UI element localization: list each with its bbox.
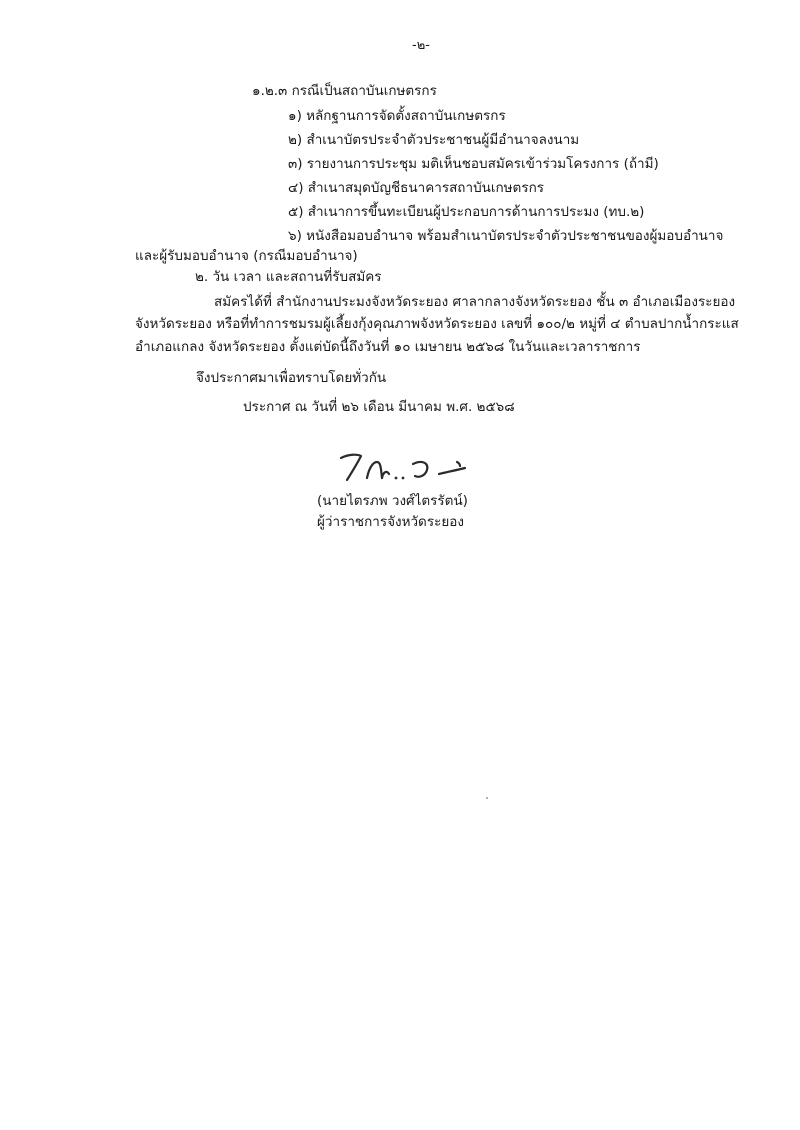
section-2-paragraph-line: จังหวัดระยอง หรือที่ทำการชมรมผู้เลี้ยงกุ้งคุณภาพจังหวัดระยอง เลขที่ ๑๐๐/๒ หมู่ที่ ๔ ตำบลปากน้ำกระแส — [135, 316, 739, 332]
announcement-date: ประกาศ ณ วันที่ ๒๖ เดือน มีนาคม พ.ศ. ๒๕๖๘ — [243, 399, 515, 415]
list-item-continuation: และผู้รับมอบอำนาจ (กรณีมอบอำนาจ) — [135, 248, 358, 264]
list-item: ๖) หนังสือมอบอำนาจ พร้อมสำเนาบัตรประจำตัวประชาชนของผู้มอบอำนาจ — [288, 228, 724, 244]
handwritten-signature — [335, 448, 470, 486]
list-item: ๓) รายงานการประชุม มติเห็นชอบสมัครเข้าร่วมโครงการ (ถ้ามี) — [288, 156, 659, 172]
section-2-paragraph-line: อำเภอแกลง จังหวัดระยอง ตั้งแต่บัดนี้ถึงวันที่ ๑๐ เมษายน ๒๕๖๘ ในวันและเวลาราชการ — [135, 339, 641, 355]
section-2-paragraph-line: สมัครได้ที่ สำนักงานประมงจังหวัดระยอง ศาลากลางจังหวัดระยอง ชั้น ๓ อำเภอเมืองระยอง — [214, 294, 736, 310]
signatory-name: (นายไตรภพ วงศ์ไตรรัตน์) — [317, 493, 468, 509]
section-2-heading: ๒. วัน เวลา และสถานที่รับสมัคร — [195, 269, 382, 285]
closing-statement: จึงประกาศมาเพื่อทราบโดยทั่วกัน — [196, 370, 387, 386]
page-number: -๒- — [412, 38, 430, 53]
list-item: ๒) สำเนาบัตรประจำตัวประชาชนผู้มีอำนาจลงนาม — [288, 132, 580, 148]
list-item: ๑) หลักฐานการจัดตั้งสถาบันเกษตรกร — [288, 108, 506, 124]
scan-speck — [486, 797, 488, 799]
section-1-2-3-heading: ๑.๒.๓ กรณีเป็นสถาบันเกษตรกร — [252, 83, 437, 99]
list-item: ๕) สำเนาการขึ้นทะเบียนผู้ประกอบการด้านการประมง (ทบ.๒) — [288, 204, 645, 220]
signatory-title: ผู้ว่าราชการจังหวัดระยอง — [317, 514, 464, 530]
list-item: ๔) สำเนาสมุดบัญชีธนาคารสถาบันเกษตรกร — [288, 180, 544, 196]
